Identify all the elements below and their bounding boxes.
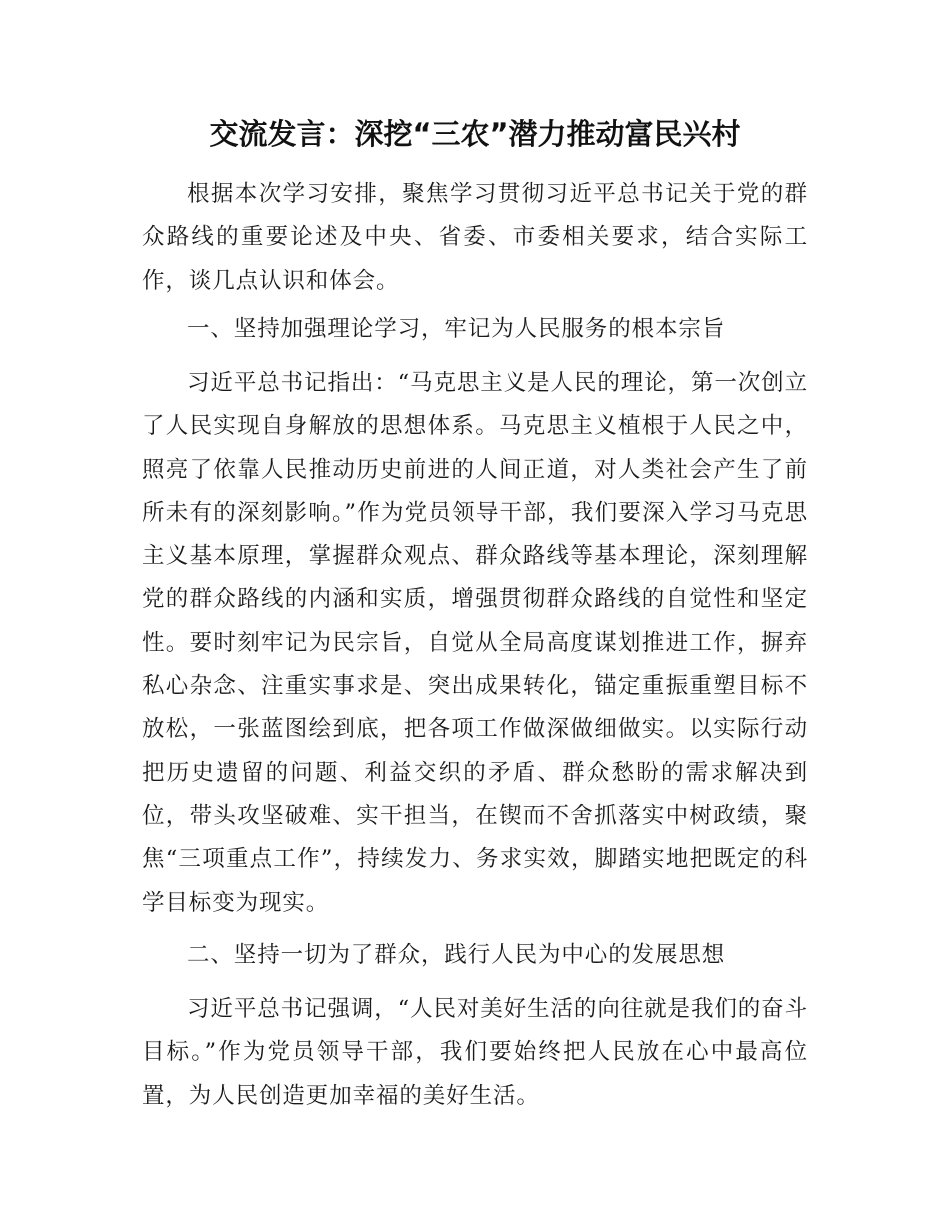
section-2-paragraph: 习近平总书记强调，“人民对美好生活的向往就是我们的奋斗目标。”作为党员领导干部，我们要始终把人民放在心中最高位置，为人民创造更加幸福的美好生活。 xyxy=(142,996,808,1109)
section-heading-2: 二、坚持一切为了群众，践行人民为中心的发展思想 xyxy=(187,942,726,968)
document-title: 交流发言：深挖“三农”潜力推动富民兴村 xyxy=(209,117,741,151)
section-1-paragraph: 习近平总书记指出：“马克思主义是人民的理论，第一次创立了人民实现自身解放的思想体系。马克思主义植根于人民之中，照亮了依靠人民推动历史前进的人间正道，对人类社会产生了前所未有的深刻影响。”作为党员领导干部，我们要深入学习马克思主义基本原理，掌握群众观点、群众路线等基本理论，深刻理解党的群众路线的内涵和实质，增强贯彻群众路线的自觉性和坚定性。要时刻牢记为民宗旨，自觉从全局高度谋划推进工作，摒弃私心杂念、注重实事求是、突出成果转化，锚定重振重塑目标不放松，一张蓝图绘到底，把各项工作做深做细做实。以实际行动把历史遗留的问题、利益交织的矛盾、群众愁盼的需求解决到位，带头攻坚破难、实干担当，在锲而不舍抓落实中树政绩，聚焦“三项重点工作”，持续发力、务求实效，脚踏实地把既定的科学目标变为现实。 xyxy=(142,370,808,916)
section-heading-1: 一、坚持加强理论学习，牢记为人民服务的根本宗旨 xyxy=(187,316,726,342)
intro-paragraph: 根据本次学习安排，聚焦学习贯彻习近平总书记关于党的群众路线的重要论述及中央、省委、市委相关要求，结合实际工作，谈几点认识和体会。 xyxy=(142,181,808,294)
